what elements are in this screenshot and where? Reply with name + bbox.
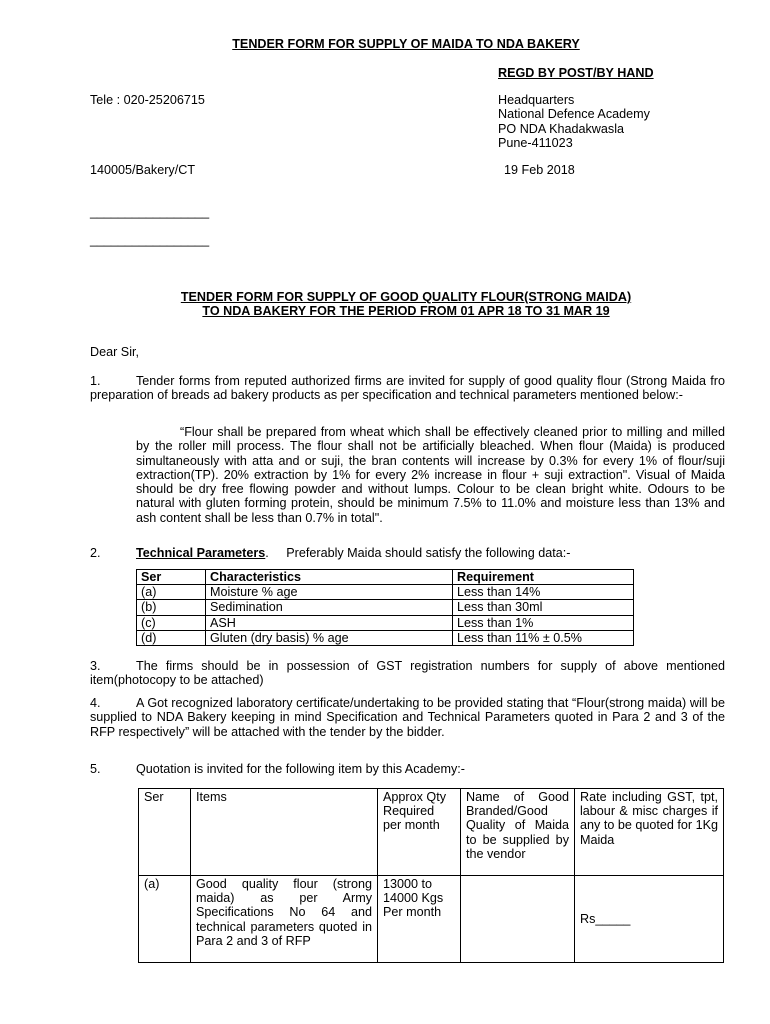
para-2-line xyxy=(136,546,570,560)
table-header-cell: Ser xyxy=(137,570,206,585)
table-header-row xyxy=(137,570,634,585)
letter-date: 19 Feb 2018 xyxy=(504,163,575,177)
table-cell: (c) xyxy=(137,615,206,630)
table-cell: Gluten (dry basis) % age xyxy=(206,630,453,645)
para-2-text: . Preferably Maida should satisfy the following data:- xyxy=(265,546,571,560)
rate-blank: Rs_____ xyxy=(580,911,631,926)
address-line: Headquarters xyxy=(498,93,575,107)
para-1-text: Tender forms from reputed authorized firms are invited for supply of good quality flour (Strong Maida fro preparation of breads ad bakery products as per specification and technical parameters mentioned below:- xyxy=(90,374,725,403)
para-5-text: Quotation is invited for the following item by this Academy:- xyxy=(136,762,465,776)
table-header-cell: Approx Qty Required per month xyxy=(378,789,461,876)
para-number: 5. xyxy=(90,762,101,776)
address-line: Pune-411023 xyxy=(498,136,573,151)
address-block xyxy=(498,93,650,151)
para-number: 3. xyxy=(90,659,101,673)
table-header-cell: Ser xyxy=(139,789,191,876)
delivery-mode: REGD BY POST/BY HAND xyxy=(498,66,654,80)
table-row xyxy=(137,630,634,645)
subject-line-2: TO NDA BAKERY FOR THE PERIOD FROM 01 APR 18 TO 31 MAR 19 xyxy=(202,304,610,318)
table-cell: Less than 30ml xyxy=(453,600,634,615)
table-header-cell: Name of Good Branded/Good Quality of Maida to be supplied by the vendor xyxy=(461,789,575,876)
table-cell: (a) xyxy=(137,585,206,600)
table-header-cell: Requirement xyxy=(453,570,634,585)
table-cell: Less than 11% ± 0.5% xyxy=(453,630,634,645)
table-header-row xyxy=(139,789,724,876)
technical-parameters-table xyxy=(136,569,634,646)
table-header-cell: Items xyxy=(191,789,378,876)
address-line: National Defence Academy xyxy=(498,107,650,122)
table-header-cell: Characteristics xyxy=(206,570,453,585)
reference-number: 140005/Bakery/CT xyxy=(90,163,196,177)
table-row xyxy=(137,585,634,600)
table-cell: 13000 to 14000 Kgs Per month xyxy=(378,876,461,963)
table-row xyxy=(137,600,634,615)
table-cell: Sedimination xyxy=(206,600,453,615)
salutation: Dear Sir, xyxy=(90,345,139,359)
blank-line: _________________ xyxy=(90,205,210,219)
telephone: Tele : 020-25206715 xyxy=(90,93,205,107)
para-3-text: The firms should be in possession of GST registration numbers for supply of above mentioned item(photocopy to be attached) xyxy=(90,659,725,688)
table-cell xyxy=(575,876,724,963)
para-number: 1. xyxy=(90,374,101,388)
table-cell: ASH xyxy=(206,615,453,630)
table-row xyxy=(137,615,634,630)
table-row xyxy=(139,876,724,963)
address-line: PO NDA Khadakwasla xyxy=(498,121,624,136)
subject-line-1: TENDER FORM FOR SUPPLY OF GOOD QUALITY FLOUR(STRONG MAIDA) xyxy=(180,290,632,304)
technical-parameters-heading: Technical Parameters xyxy=(136,546,266,560)
table-cell xyxy=(461,876,575,963)
document-title: TENDER FORM FOR SUPPLY OF MAIDA TO NDA BAKERY xyxy=(232,37,580,51)
para-4-text: A Got recognized laboratory certificate/undertaking to be provided stating that “Flour(strong maida) will be supplied to NDA Bakery keeping in mind Specification and Technical Parameters quoted in Para 2 and 3 of the RFP respectively” will be attached with the tender by the bidder. xyxy=(90,696,725,739)
para-number: 4. xyxy=(90,696,101,710)
table-cell: (a) xyxy=(139,876,191,963)
table-cell: (b) xyxy=(137,600,206,615)
table-cell: Less than 1% xyxy=(453,615,634,630)
blank-line: _________________ xyxy=(90,233,210,247)
table-header-cell: Rate including GST, tpt, labour & misc charges if any to be quoted for 1Kg Maida xyxy=(575,789,724,876)
table-cell: (d) xyxy=(137,630,206,645)
quotation-table xyxy=(138,788,724,963)
table-cell: Moisture % age xyxy=(206,585,453,600)
table-cell: Good quality flour (strong maida) as per Army Specifications No 64 and technical parameters quoted in Para 2 and 3 of RFP xyxy=(191,876,378,963)
flour-specification-quote: “Flour shall be prepared from wheat which shall be effectively cleaned prior to milling and milled by the roller mill process. The flour shall not be artificially bleached. When flour (Maida) is produced simultaneously with atta and or suji, the bran contents will increase by 0.3% for every 1% of flour/suji extraction(TP). 20% extraction by 1% for every 2% increase in flour + suji extraction". Visual of Maida should be dry free flowing powder and without lumps. Colour to be clean bright white. Odours to be natural with gluten forming protein, should be minimum 7.5% to 11.0% and moisture less than 13% and ash content shall be less than 0.7% in total". xyxy=(136,425,725,525)
table-cell: Less than 14% xyxy=(453,585,634,600)
para-number: 2. xyxy=(90,546,101,560)
